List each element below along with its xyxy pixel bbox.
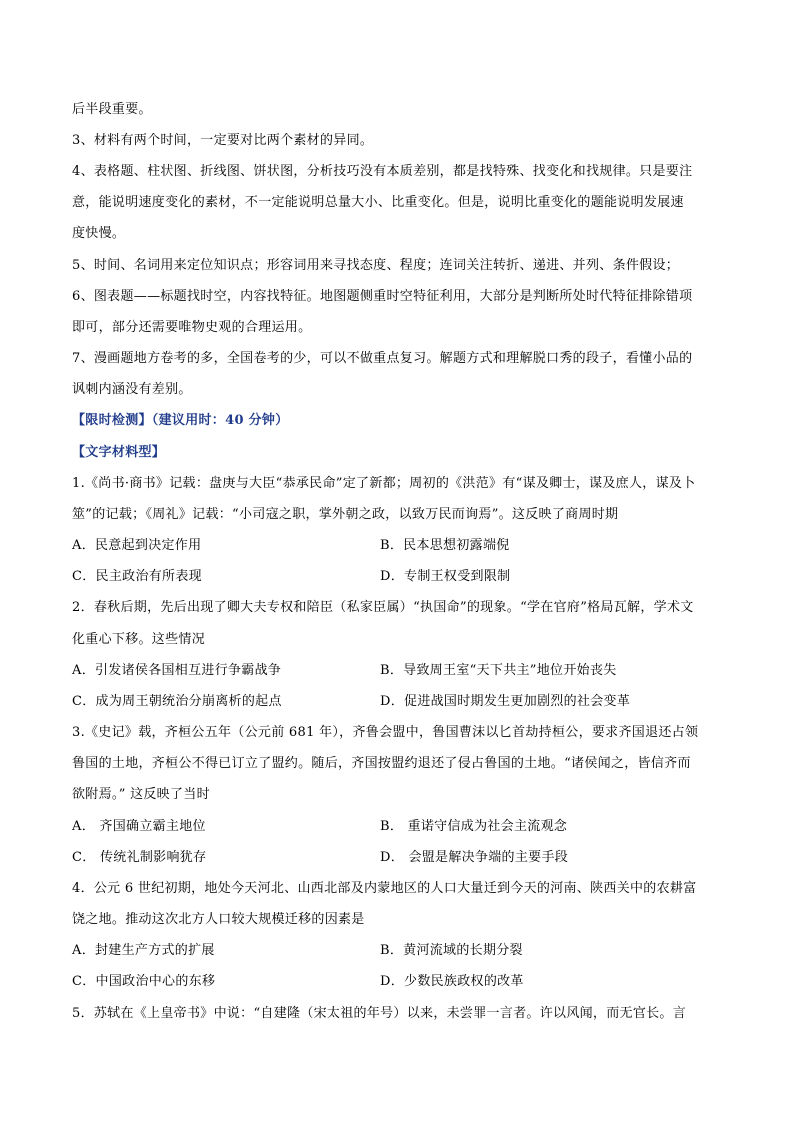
option-d: D．少数民族政权的改革: [380, 974, 524, 989]
question-stem: 5．苏轼在《上皇帝书》中说：“自建隆（宋太祖的年号）以来，未尝罪一言者。许以风闻，而无官长。言: [72, 1006, 687, 1021]
option-a: A．民意起到决定作用: [72, 538, 202, 553]
question-stem: 欲附焉。” 这反映了当时: [72, 787, 210, 802]
note-line: 讽刺内涵没有差别。: [72, 382, 192, 397]
section-heading-type: 【文字材料型】: [72, 445, 166, 460]
option-c: C． 传统礼制影响犹存: [72, 850, 207, 865]
option-a: A．引发诸侯各国相互进行争霸战争: [72, 663, 282, 678]
note-line: 后半段重要。: [72, 102, 152, 117]
option-d: D． 会盟是解决争端的主要手段: [380, 850, 569, 865]
section-heading-test: 【限时检测】（建议用时：40 分钟）: [72, 413, 289, 428]
question-stem: 化重心下移。这些情况: [72, 632, 206, 647]
question-stem: 饶之地。推动这次北方人口较大规模迁移的因素是: [72, 912, 365, 927]
question-stem: 筮”的记载；《周礼》记载：“小司寇之职，掌外朝之政，以致万民而询焉”。这反映了商周时期: [72, 507, 619, 522]
option-c: C．成为周王朝统治分崩离析的起点: [72, 694, 282, 709]
option-b: B．黄河流域的长期分裂: [380, 943, 523, 958]
option-b: B． 重诺守信成为社会主流观念: [380, 819, 568, 834]
note-line: 度快慢。: [72, 226, 126, 241]
option-c: C．中国政治中心的东移: [72, 974, 216, 989]
question-stem: 鲁国的土地，齐桓公不得已订立了盟约。随后，齐国按盟约退还了侵占鲁国的土地。“诸侯闻之，皆信齐而: [72, 756, 691, 771]
note-line: 3、材料有两个时间，一定要对比两个素材的异同。: [72, 133, 374, 148]
note-line: 5、时间、名词用来定位知识点；形容词用来寻找态度、程度；连词关注转折、递进、并列、条件假设；: [72, 258, 680, 273]
option-a: A．封建生产方式的扩展: [72, 943, 215, 958]
option-d: D．专制王权受到限制: [380, 569, 511, 584]
note-line: 6、图表题——标题找时空，内容找特征。地图题侧重时空特征利用，大部分是判断所处时代特征排除错项: [72, 289, 693, 304]
option-d: D．促进战国时期发生更加剧烈的社会变革: [380, 694, 631, 709]
question-stem: 3.《史记》载，齐桓公五年（公元前 681 年），齐鲁会盟中，鲁国曹沫以匕首劫持桓公，要求齐国退还占领: [72, 725, 699, 740]
question-stem: 4．公元 6 世纪初期，地处今天河北、山西北部及内蒙地区的人口大量迁到今天的河南、陕西关中的农耕富: [72, 881, 697, 896]
question-stem: 2．春秋后期，先后出现了卿大夫专权和陪臣（私家臣属）“执国命”的现象。“学在官府”格局瓦解，学术文: [72, 600, 694, 615]
note-line: 即可，部分还需要唯物史观的合理运用。: [72, 320, 312, 335]
option-b: B．民本思想初露端倪: [380, 538, 510, 553]
note-line: 4、表格题、柱状图、折线图、饼状图，分析技巧没有本质差别，都是找特殊、找变化和找规律。只是要注: [72, 164, 693, 179]
option-b: B．导致周王室“天下共主”地位开始丧失: [380, 663, 617, 678]
note-line: 意，能说明速度变化的素材，不一定能说明总量大小、比重变化。但是，说明比重变化的题能说明发展速: [72, 195, 684, 210]
note-line: 7、漫画题地方卷考的多，全国卷考的少，可以不做重点复习。解题方式和理解脱口秀的段子，看懂小品的: [72, 351, 693, 366]
question-stem: 1.《尚书·商书》记载：盘庚与大臣“恭承民命”定了新都；周初的《洪范》有“谋及卿士，谋及庶人，谋及卜: [72, 476, 696, 491]
option-c: C．民主政治有所表现: [72, 569, 202, 584]
option-a: A． 齐国确立霸主地位: [72, 819, 206, 834]
